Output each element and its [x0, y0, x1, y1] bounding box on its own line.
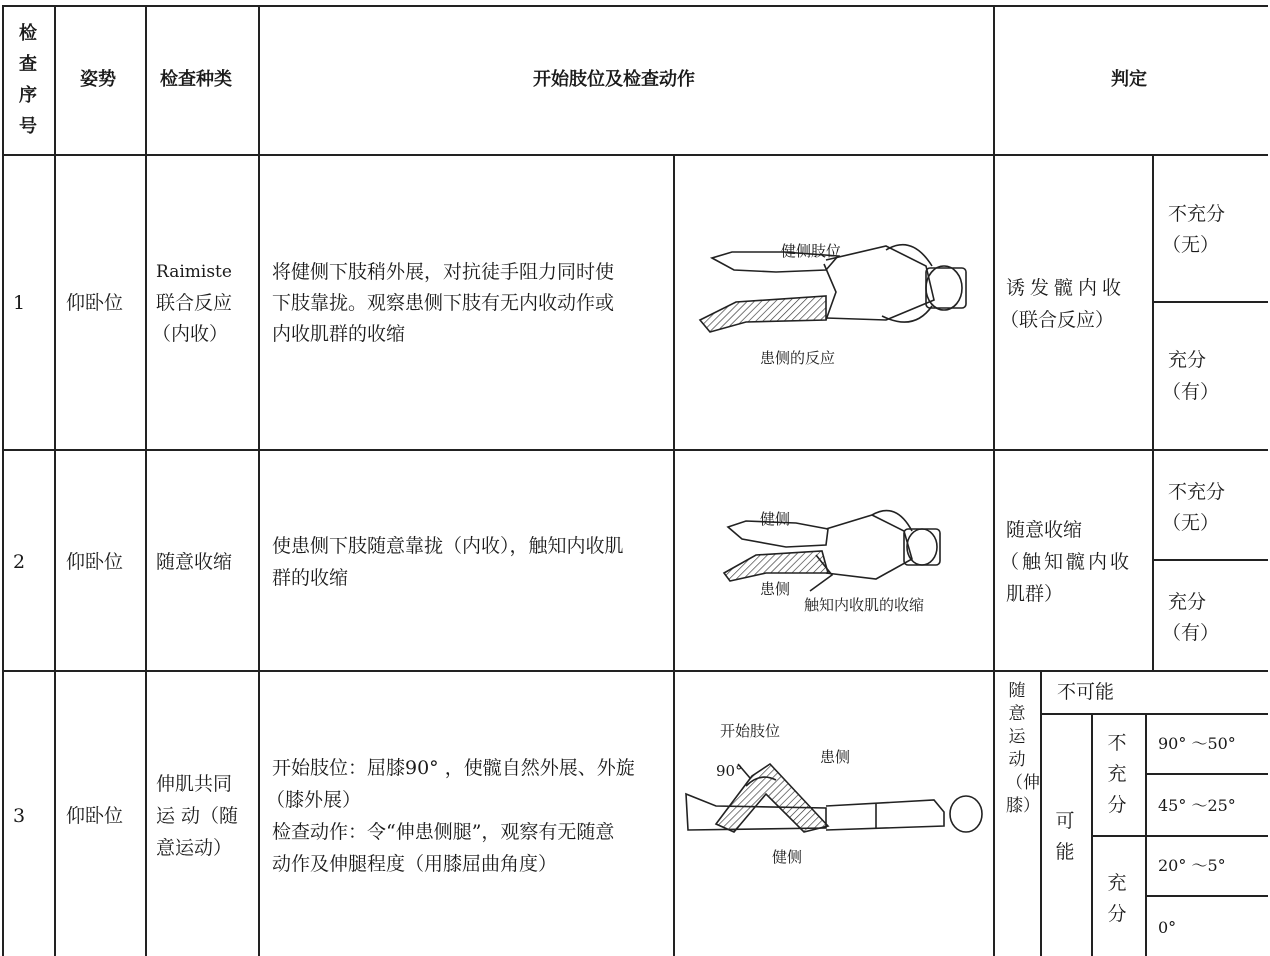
header-check-type: 检查种类: [160, 69, 232, 90]
row3-range-divider-3: [1146, 895, 1268, 897]
row1-posture: 仰卧位: [66, 292, 124, 314]
row2-action-line-1: 使患侧下肢随意靠拢（内收），触知内收肌: [272, 535, 624, 557]
row3-number: 3: [13, 805, 26, 827]
row3-judge-vertical: 随意运动（伸膝）: [1006, 681, 1040, 816]
row1-sufficient-line-1: 充分: [1168, 349, 1207, 371]
row2-judge-divider: [1153, 559, 1268, 561]
row1-type-line-2: 联合反应: [156, 292, 233, 314]
header-check-number: 检查序号: [19, 23, 37, 137]
row2-fig-label-healthy: 健侧: [760, 510, 791, 528]
row3-type-line-3: 意运动）: [156, 837, 233, 859]
row3-type-line-2: 运 动（随: [156, 805, 239, 827]
row2-judge-line-1: 随意收缩: [1006, 519, 1083, 541]
row3-insufficient: 不充分: [1107, 732, 1127, 816]
row1-action-line-3: 内收肌群的收缩: [272, 323, 406, 345]
row1-type-line-3: （内收）: [152, 323, 229, 345]
row3-posture: 仰卧位: [66, 805, 124, 827]
row2-sufficient-line-2: （有）: [1162, 622, 1220, 644]
row2-sufficient-line-1: 充分: [1168, 591, 1207, 613]
row1-judge-divider: [1153, 301, 1268, 303]
row1-judge-line-1: 诱发髋内收: [1006, 277, 1127, 299]
row1-number: 1: [13, 292, 26, 314]
row1-insufficient-line-1: 不充分: [1168, 203, 1226, 225]
row3-action-line-3: 检查动作：令“伸患侧腿”，观察有无随意: [272, 821, 615, 843]
row3-impossible: 不可能: [1057, 681, 1115, 703]
header-judgement: 判定: [1111, 69, 1147, 90]
row3-illustration: [676, 676, 992, 954]
col-border-4: [673, 155, 675, 956]
row2-judge-line-2: （触知髋内收: [1000, 551, 1133, 573]
row1-fig-label-healthy: 健侧肢位: [781, 242, 842, 260]
row3-action-line-4: 动作及伸腿程度（用膝屈曲角度）: [272, 853, 558, 875]
row3-range-1: 90° ～50°: [1158, 734, 1236, 753]
row2-number: 2: [13, 551, 26, 573]
header-action: 开始肢位及检查动作: [533, 69, 695, 90]
row1-insufficient-line-2: （无）: [1162, 234, 1220, 256]
table-top-border: [2, 5, 1268, 7]
row3-action-line-1: 开始肢位：屈膝90° ，使髋自然外展、外旋: [272, 757, 635, 779]
row1-action-line-2: 下肢靠拢。观察患侧下肢有无内收动作或: [272, 292, 615, 314]
row1-fig-label-affected: 患侧的反应: [760, 349, 836, 367]
row3-type-line-1: 伸肌共同: [156, 773, 233, 795]
header-posture: 姿势: [80, 69, 116, 90]
row3-fig-label-start: 开始肢位: [720, 722, 781, 740]
row1-judge-line-2: （联合反应）: [1000, 309, 1115, 331]
row1-illustration: [676, 160, 992, 446]
row3-possible: 可能: [1055, 810, 1075, 863]
row3-sufficient: 充分: [1107, 872, 1127, 925]
row2-posture: 仰卧位: [66, 551, 124, 573]
row2-insufficient-line-1: 不充分: [1168, 481, 1226, 503]
row3-fig-label-affected: 患侧: [820, 748, 851, 766]
row3-impossible-bottom: [1041, 713, 1268, 715]
row2-bottom-border: [2, 670, 1268, 672]
row1-bottom-border: [2, 449, 1268, 451]
row3-range-divider-1: [1146, 773, 1268, 775]
row3-range-4: 0°: [1158, 918, 1177, 937]
row3-range-divider-2: [1092, 835, 1268, 837]
row3-range-3: 20° ～5°: [1158, 856, 1226, 875]
row2-action-line-2: 群的收缩: [272, 567, 349, 589]
row2-judge-line-3: 肌群）: [1006, 583, 1064, 605]
row1-sufficient-line-2: （有）: [1162, 381, 1220, 403]
row3-fig-label-angle: 90°: [716, 762, 743, 780]
judge-split-1: [1152, 155, 1154, 670]
row2-fig-label-palpate: 触知内收肌的收缩: [804, 596, 925, 614]
header-bottom-border: [2, 154, 1268, 156]
col-border-5: [993, 5, 995, 956]
row3-fig-label-healthy: 健侧: [772, 848, 803, 866]
col-border-2: [145, 5, 147, 956]
row1-action-line-1: 将健侧下肢稍外展，对抗徒手阻力同时使: [272, 261, 615, 283]
row2-illustration: [676, 455, 992, 667]
col-border-left: [2, 5, 4, 956]
row2-fig-label-affected: 患侧: [760, 580, 791, 598]
row2-insufficient-line-2: （无）: [1162, 512, 1220, 534]
row3-range-2: 45° ～25°: [1158, 796, 1236, 815]
col-border-1: [54, 5, 56, 956]
row1-type-line-1: Raimiste: [156, 262, 232, 282]
row3-action-line-2: （膝外展）: [266, 789, 362, 811]
col-border-3: [258, 5, 260, 956]
row2-type-line-1: 随意收缩: [156, 551, 233, 573]
